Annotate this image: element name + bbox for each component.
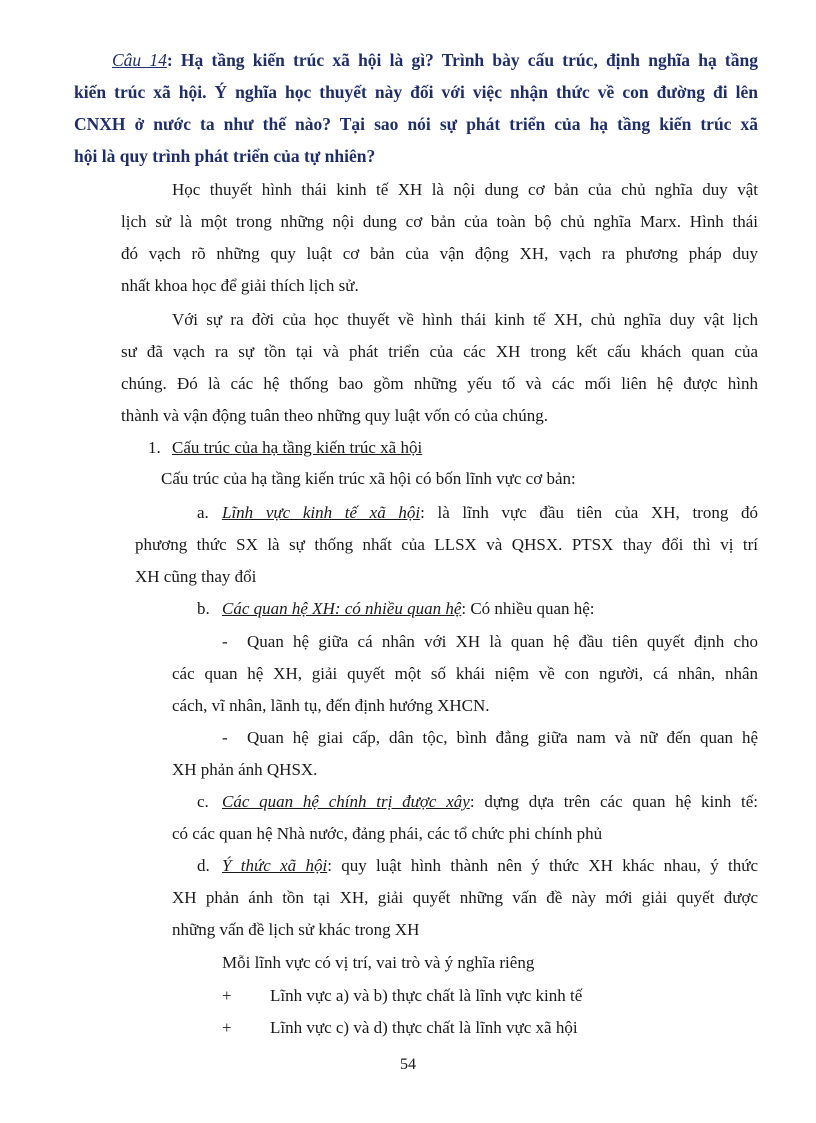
question-line-4: hội là quy trình phát triển của tự nhiên? xyxy=(74,146,376,166)
summary-intro: Mỗi lĩnh vực có vị trí, vai trò và ý nghĩa riêng xyxy=(222,953,535,972)
summary-plus-1: + xyxy=(222,986,232,1005)
item-d-line-3: những vấn đề lịch sử khác trong XH xyxy=(172,920,420,939)
item-b-sub1-line-2: các quan hệ XH, giải quyết một số khái niệm về con người, cá nhân, nhân xyxy=(172,664,758,683)
item-c-marker: c. xyxy=(197,792,209,811)
section1-intro: Cấu trúc của hạ tầng kiến trúc xã hội có bốn lĩnh vực cơ bản: xyxy=(161,469,576,488)
summary-point-1: Lĩnh vực a) và b) thực chất là lĩnh vực kinh tế xyxy=(270,986,583,1005)
item-b-dash-1: - xyxy=(222,632,228,651)
item-a-term: Lĩnh vực kinh tế xã hội xyxy=(222,503,421,522)
item-a-line-2: phương thức SX là sự thống nhất của LLSX và QHSX. PTSX thay đổi thì vị trí xyxy=(135,535,758,554)
item-c-text-1: : dựng dựa trên các quan hệ kinh tế: xyxy=(469,792,758,811)
item-b-marker: b. xyxy=(197,599,210,618)
item-d-text-1: : quy luật hình thành nên ý thức XH khác nhau, ý thức xyxy=(327,856,758,875)
item-c-line-1 xyxy=(222,792,758,812)
section1-number: 1. xyxy=(148,438,161,457)
item-a-text-1: : là lĩnh vực đầu tiên của XH, trong đó xyxy=(420,503,758,522)
section1-title: Cấu trúc của hạ tầng kiến trúc xã hội xyxy=(172,438,423,457)
page-number: 54 xyxy=(400,1056,416,1073)
para1-line-2: lịch sử là một trong những nội dung cơ bản của toàn bộ chủ nghĩa Marx. Hình thái xyxy=(121,212,758,231)
para1-line-1: Học thuyết hình thái kinh tế XH là nội dung cơ bản của chủ nghĩa duy vật xyxy=(172,180,758,199)
item-a-line-3: XH cũng thay đổi xyxy=(135,567,257,586)
question-line-3: CNXH ở nước ta như thế nào? Tại sao nói sự phát triển của hạ tầng kiến trúc xã xyxy=(74,114,758,134)
para1-line-4: nhất khoa học để giải thích lịch sử. xyxy=(121,276,359,295)
para2-line-3: chúng. Đó là các hệ thống bao gồm những yếu tố và các mối liên hệ được hình xyxy=(121,374,758,393)
summary-point-2: Lĩnh vực c) và d) thực chất là lĩnh vực xã hội xyxy=(270,1018,578,1037)
item-b-sub2-line-1: Quan hệ giai cấp, dân tộc, bình đẳng giữa nam và nữ đến quan hệ xyxy=(247,728,758,747)
item-d-line-1 xyxy=(222,856,758,876)
item-d-marker: d. xyxy=(197,856,210,875)
question-text-1: : Hạ tầng kiến trúc xã hội là gì? Trình bày cấu trúc, định nghĩa hạ tầng xyxy=(166,50,758,70)
item-b-line-1 xyxy=(222,599,595,619)
question-label: Câu 14 xyxy=(112,50,167,70)
item-d-line-2: XH phản ánh tồn tại XH, giải quyết những vấn đề này mới giải quyết được xyxy=(172,888,758,907)
para2-line-2: sư đã vạch ra sự tồn tại và phát triển của các XH trong kết cấu khách quan của xyxy=(121,342,758,361)
item-a-marker: a. xyxy=(197,503,209,522)
question-line-1 xyxy=(112,50,758,70)
item-c-line-2: có các quan hệ Nhà nước, đảng phái, các tổ chức phi chính phủ xyxy=(172,824,603,843)
item-b-sub2-line-2: XH phản ánh QHSX. xyxy=(172,760,318,779)
item-a-line-1 xyxy=(222,503,758,523)
summary-plus-2: + xyxy=(222,1018,232,1037)
item-c-term: Các quan hệ chính trị được xây xyxy=(222,792,470,811)
para2-line-4: thành và vận động tuân theo những quy luật vốn có của chúng. xyxy=(121,406,549,425)
item-b-dash-2: - xyxy=(222,728,228,747)
item-b-sub1-line-1: Quan hệ giữa cá nhân với XH là quan hệ đầu tiên quyết định cho xyxy=(247,632,758,651)
item-b-text-1: : Có nhiều quan hệ: xyxy=(461,599,595,618)
question-line-2: kiến trúc xã hội. Ý nghĩa học thuyết này đối với việc nhận thức về con đường đi lên xyxy=(74,82,758,102)
para1-line-3: đó vạch rõ những quy luật cơ bản của vận động XH, vạch ra phương pháp duy xyxy=(121,244,758,263)
item-b-sub1-line-3: cách, vĩ nhân, lãnh tụ, đến định hướng XHCN. xyxy=(172,696,490,715)
para2-line-1: Với sự ra đời của học thuyết về hình thái kinh tế XH, chủ nghĩa duy vật lịch xyxy=(172,310,758,329)
item-b-term: Các quan hệ XH: có nhiều quan hệ xyxy=(222,599,462,618)
item-d-term: Ý thức xã hội xyxy=(222,856,328,875)
